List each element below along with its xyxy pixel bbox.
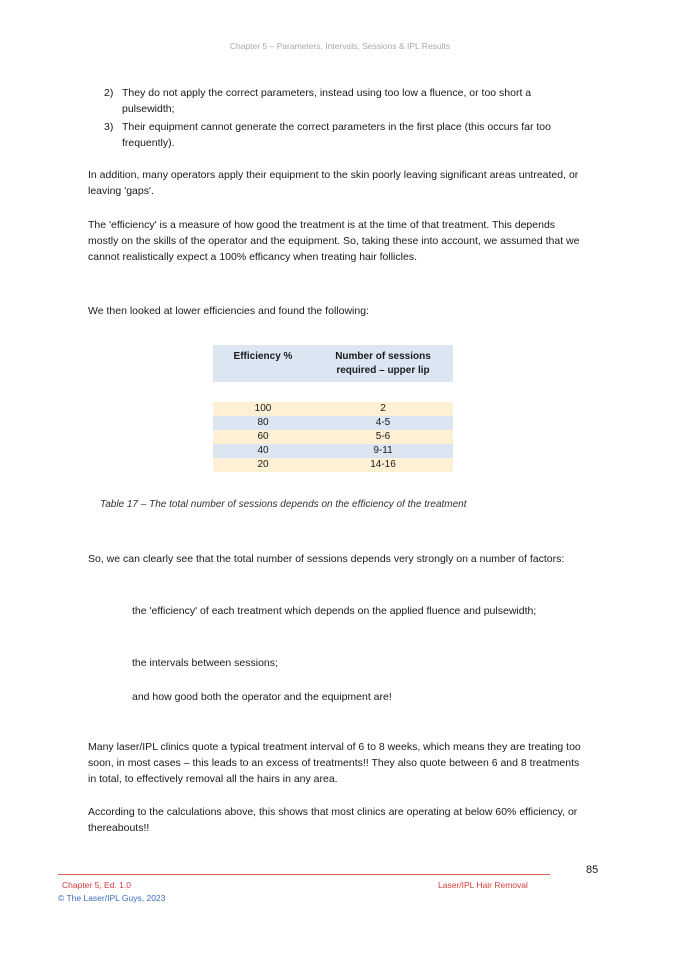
cell-sessions: 14-16 [313, 458, 453, 472]
table-row [213, 458, 453, 472]
cell-efficiency: 20 [213, 458, 313, 472]
footer-book-title: Laser/IPL Hair Removal [438, 880, 528, 890]
factor-item: the intervals between sessions; [132, 657, 278, 669]
efficiency-table [213, 345, 453, 472]
paragraph: Many laser/IPL clinics quote a typical treatment interval of 6 to 8 weeks, which means they are treating too soon, in most cases – this leads to an excess of treatments!! They also quote between 6 and 8 treatments in total, to effectively removal all the hairs in any area. [88, 741, 581, 785]
table-row [213, 444, 453, 458]
paragraph: According to the calculations above, this shows that most clinics are operating at below 60% efficiency, or thereabouts!! [88, 806, 578, 834]
cell-sessions: 2 [313, 402, 453, 416]
table-row [213, 416, 453, 430]
footer-divider [58, 874, 550, 875]
cell-sessions: 4-5 [313, 416, 453, 430]
footer-copyright: © The Laser/IPL Guys, 2023 [58, 893, 166, 903]
factor-item: the 'efficiency' of each treatment which depends on the applied fluence and pulsewidth; [132, 605, 537, 617]
table-caption: Table 17 – The total number of sessions depends on the efficiency of the treatment [100, 499, 467, 510]
column-header-efficiency: Efficiency % [213, 345, 313, 382]
list-item [104, 86, 584, 118]
list-text: Their equipment cannot generate the correct parameters in the first place (this occurs far too frequently). [122, 121, 551, 149]
table-row [213, 430, 453, 444]
cell-sessions: 5-6 [313, 430, 453, 444]
paragraph: So, we can clearly see that the total number of sessions depends very strongly on a number of factors: [88, 553, 565, 565]
cell-sessions: 9-11 [313, 444, 453, 458]
table-header-row [213, 345, 453, 382]
running-header: Chapter 5 – Parameters, Intervals, Sessions & IPL Results [229, 41, 451, 51]
cell-efficiency: 40 [213, 444, 313, 458]
list-number: 3) [104, 121, 114, 133]
cell-efficiency: 80 [213, 416, 313, 430]
list-number: 2) [104, 87, 114, 99]
table-spacer [213, 382, 453, 402]
factor-item: and how good both the operator and the equipment are! [132, 691, 392, 703]
column-header-sessions: Number of sessions required – upper lip [313, 345, 453, 382]
list-text: They do not apply the correct parameters, instead using too low a fluence, or too short a pulsewidth; [122, 87, 532, 115]
cell-efficiency: 60 [213, 430, 313, 444]
paragraph: The 'efficiency' is a measure of how good the treatment is at the time of that treatment. This depends mostly on the skills of the operator and the equipment. So, taking these into account, we assumed that we cannot realistically expect a 100% efficancy when treating hair follicles. [88, 219, 580, 263]
cell-efficiency: 100 [213, 402, 313, 416]
footer-chapter: Chapter 5, Ed. 1.0 [62, 880, 131, 890]
paragraph: We then looked at lower efficiencies and found the following: [88, 305, 369, 317]
paragraph: In addition, many operators apply their equipment to the skin poorly leaving significant areas untreated, or leaving 'gaps'. [88, 169, 579, 197]
table-row [213, 402, 453, 416]
page-number: 85 [586, 864, 599, 876]
list-item [104, 120, 584, 152]
